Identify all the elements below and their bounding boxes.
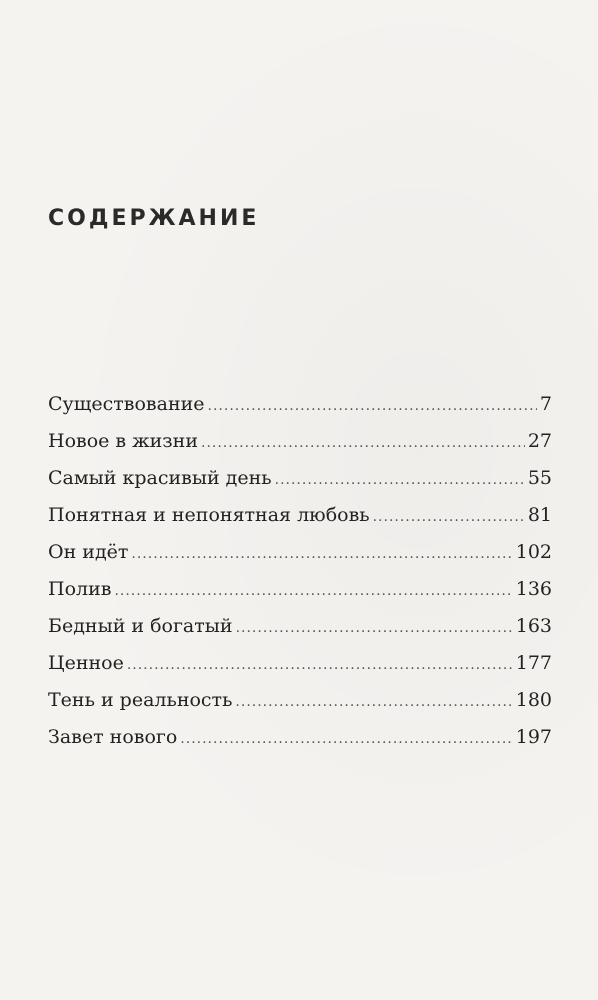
toc-leader-dots bbox=[180, 731, 512, 747]
toc-entry-page: 102 bbox=[515, 541, 552, 563]
toc-entry bbox=[48, 615, 552, 652]
toc-entry bbox=[48, 430, 552, 467]
toc-leader-dots bbox=[275, 472, 525, 488]
page-title: СОДЕРЖАНИЕ bbox=[48, 206, 260, 231]
toc-entry-title: Тень и реальность bbox=[48, 689, 233, 711]
toc-entry-page: 55 bbox=[527, 467, 552, 489]
toc-entry-title: Завет нового bbox=[48, 726, 178, 748]
toc-entry-page: 197 bbox=[515, 726, 552, 748]
toc-entry bbox=[48, 504, 552, 541]
toc-entry bbox=[48, 541, 552, 578]
toc-entry-page: 7 bbox=[539, 393, 552, 415]
toc-entry-page: 163 bbox=[515, 615, 552, 637]
toc-leader-dots bbox=[208, 398, 537, 414]
toc-entry-page: 81 bbox=[527, 504, 552, 526]
table-of-contents bbox=[48, 393, 552, 763]
toc-entry-title: Понятная и непонятная любовь bbox=[48, 504, 370, 526]
toc-leader-dots bbox=[373, 509, 525, 525]
toc-entry-title: Новое в жизни bbox=[48, 430, 198, 452]
toc-entry-page: 180 bbox=[515, 689, 552, 711]
toc-entry-title: Он идёт bbox=[48, 541, 129, 563]
toc-entry bbox=[48, 393, 552, 430]
toc-entry-title: Полив bbox=[48, 578, 112, 600]
toc-entry-page: 27 bbox=[527, 430, 552, 452]
toc-leader-dots bbox=[201, 435, 525, 451]
toc-entry-title: Самый красивый день bbox=[48, 467, 272, 489]
toc-entry-title: Бедный и богатый bbox=[48, 615, 233, 637]
toc-leader-dots bbox=[235, 694, 512, 710]
toc-leader-dots bbox=[114, 583, 512, 599]
toc-entry bbox=[48, 726, 552, 763]
toc-leader-dots bbox=[131, 546, 512, 562]
toc-leader-dots bbox=[236, 620, 513, 636]
toc-entry-page: 136 bbox=[515, 578, 552, 600]
toc-entry-title: Ценное bbox=[48, 652, 124, 674]
toc-entry bbox=[48, 689, 552, 726]
toc-entry-title: Существование bbox=[48, 393, 205, 415]
toc-entry bbox=[48, 467, 552, 504]
toc-entry bbox=[48, 578, 552, 615]
toc-entry bbox=[48, 652, 552, 689]
toc-entry-page: 177 bbox=[515, 652, 552, 674]
toc-leader-dots bbox=[127, 657, 513, 673]
